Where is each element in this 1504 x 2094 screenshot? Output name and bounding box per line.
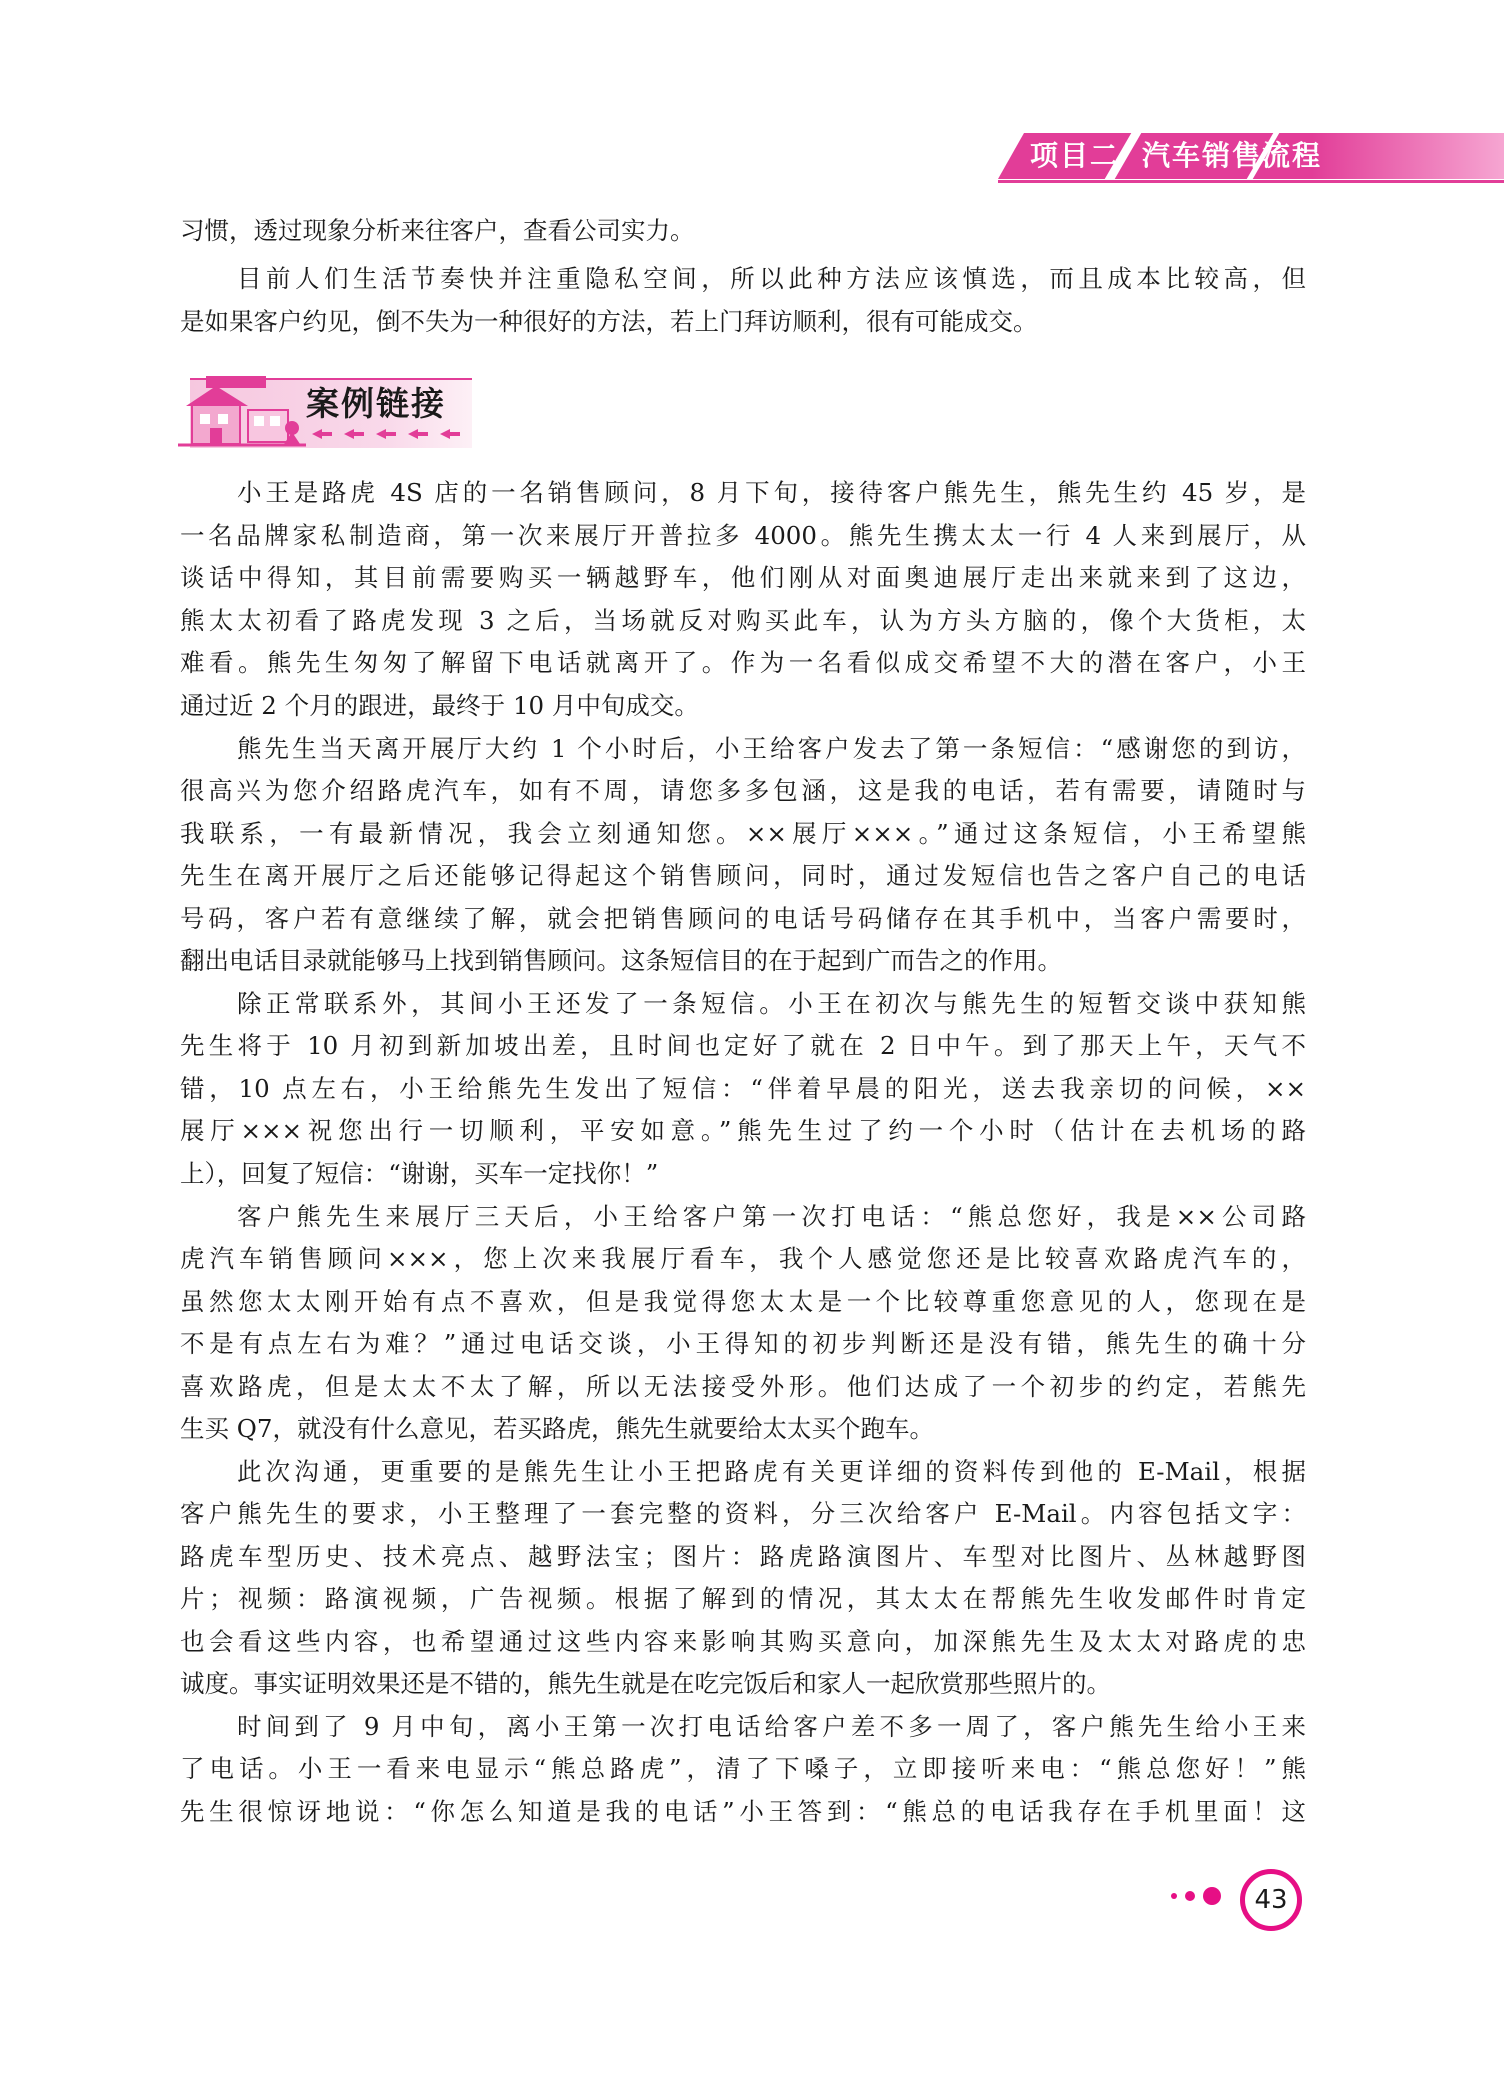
text-line: 虎汽车销售顾问×××，您上次来我展厅看车，我个人感觉您还是比较喜欢路虎汽车的， [180,1244,1306,1273]
text-line: 先生在离开展厅之后还能够记得起这个销售顾问，同时，通过发短信也告之客户自己的电话 [180,861,1306,890]
text-line: 片；视频：路演视频，广告视频。根据了解到的情况，其太太在帮熊先生收发邮件时肯定 [180,1584,1306,1613]
text-line: 号码，客户若有意继续了解，就会把销售顾问的电话号码储存在其手机中，当客户需要时， [180,904,1306,933]
section-title: 案例链接 [306,384,446,423]
text-line: 时间到了 9 月中旬，离小王第一次打电话给客户差不多一周了，客户熊先生给小王来 [237,1712,1306,1741]
text-line: 上），回复了短信：“谢谢，买车一定找你！” [180,1159,659,1188]
text-line: 诚度。事实证明效果还是不错的，熊先生就是在吃完饭后和家人一起欣赏那些照片的。 [180,1669,1111,1698]
arrow-decoration-icon [306,426,472,442]
text-line: 翻出电话目录就能够马上找到销售顾问。这条短信目的在于起到广而告之的作用。 [180,946,1062,975]
text-line: 此次沟通，更重要的是熊先生让小王把路虎有关更详细的资料传到他的 E-Mail，根据 [237,1457,1306,1486]
text-line: 我联系，一有最新情况，我会立刻通知您。××展厅×××。”通过这条短信，小王希望熊 [180,819,1306,848]
chapter-title [1030,138,1322,174]
text-line: 熊先生当天离开展厅大约 1 个小时后，小王给客户发去了第一条短信：“感谢您的到访， [237,734,1306,763]
text-line: 喜欢路虎，但是太太不太了解，所以无法接受外形。他们达成了一个初步的约定，若熊先 [180,1372,1306,1401]
text-line: 了电话。小王一看来电显示“熊总路虎”，清了下嗓子，立即接听来电：“熊总您好！”熊 [180,1754,1306,1783]
chapter-name: 汽车销售流程 [1142,139,1323,172]
text-line: 错，10 点左右，小王给熊先生发出了短信：“伴着早晨的阳光，送去我亲切的问候，×× [180,1074,1306,1103]
text-line: 熊太太初看了路虎发现 3 之后，当场就反对购买此车，认为方头方脑的，像个大货柜，太 [180,606,1306,635]
text-line: 客户熊先生的要求，小王整理了一套完整的资料，分三次给客户 E-Mail。内容包括文字： [180,1499,1306,1528]
text-line: 通过近 2 个月的跟进，最终于 10 月中旬成交。 [180,691,699,720]
text-line: 路虎车型历史、技术亮点、越野法宝；图片：路虎路演图片、车型对比图片、丛林越野图 [180,1542,1306,1571]
text-line: 虽然您太太刚开始有点不喜欢，但是我觉得您太太是一个比较尊重您意见的人，您现在是 [180,1287,1306,1316]
text-line: 客户熊先生来展厅三天后，小王给客户第一次打电话：“熊总您好，我是××公司路 [237,1202,1306,1231]
page-number-dots-icon [1160,1886,1240,1906]
text-line: 一名品牌家私制造商，第一次来展厅开普拉多 4000。熊先生携太太一行 4 人来到展厅，从 [180,521,1306,550]
text-line: 难看。熊先生匆匆了解留下电话就离开了。作为一名看似成交希望不大的潜在客户，小王 [180,648,1306,677]
chapter-label: 项目二 [1030,139,1121,172]
text-line: 除正常联系外，其间小王还发了一条短信。小王在初次与熊先生的短暂交谈中获知熊 [237,989,1306,1018]
text-line: 也会看这些内容，也希望通过这些内容来影响其购买意向，加深熊先生及太太对路虎的忠 [180,1627,1306,1656]
page-number-badge [1240,1869,1302,1931]
page-number: 43 [1254,1885,1288,1915]
text-line: 习惯，透过现象分析来往客户，查看公司实力。 [180,216,695,245]
text-line: 很高兴为您介绍路虎汽车，如有不周，请您多多包涵，这是我的电话，若有需要，请随时与 [180,776,1306,805]
building-illustration-icon [178,370,308,450]
header-divider [998,180,1504,183]
text-line: 先生将于 10 月初到新加坡出差，且时间也定好了就在 2 日中午。到了那天上午，天气不 [180,1031,1306,1060]
text-line: 小王是路虎 4S 店的一名销售顾问，8 月下旬，接待客户熊先生，熊先生约 45 岁，是 [237,478,1306,507]
text-line: 不是有点左右为难？”通过电话交谈，小王得知的初步判断还是没有错，熊先生的确十分 [180,1329,1306,1358]
text-line: 先生很惊讶地说：“你怎么知道是我的电话”小王答到：“熊总的电话我存在手机里面！这 [180,1797,1306,1826]
text-line: 目前人们生活节奏快并注重隐私空间，所以此种方法应该慎选，而且成本比较高，但 [237,264,1306,293]
text-line: 是如果客户约见，倒不失为一种很好的方法，若上门拜访顺利，很有可能成交。 [180,307,1038,336]
case-link-badge [178,370,473,450]
text-line: 生买 Q7，就没有什么意见，若买路虎，熊先生就要给太太买个跑车。 [180,1414,934,1443]
text-line: 展厅×××祝您出行一切顺利，平安如意。”熊先生过了约一个小时（估计在去机场的路 [180,1116,1306,1145]
text-line: 谈话中得知，其目前需要购买一辆越野车，他们刚从对面奥迪展厅走出来就来到了这边， [180,563,1306,592]
